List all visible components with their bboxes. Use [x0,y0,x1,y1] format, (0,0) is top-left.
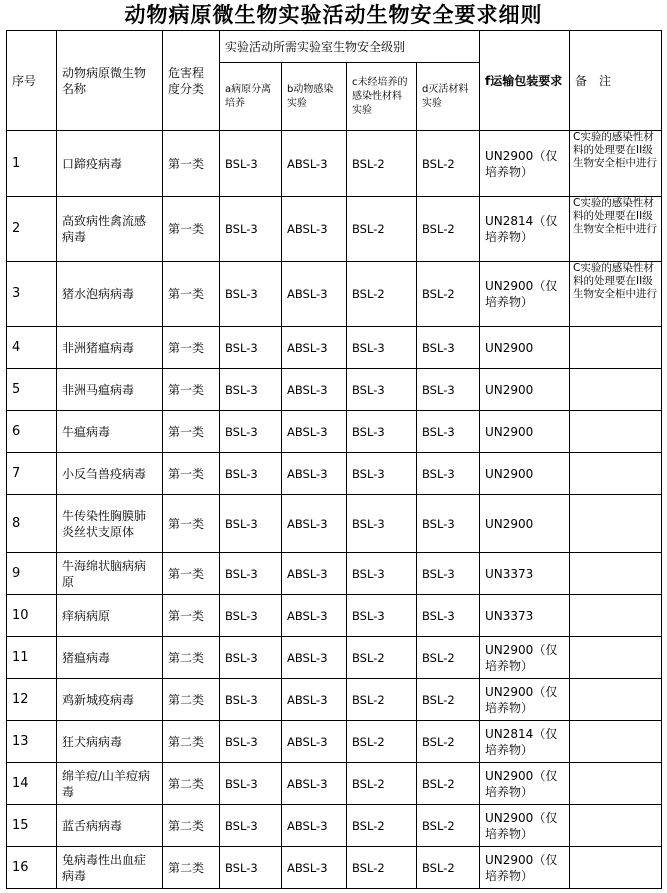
cell-transport: UN2900（仅培养物） [480,763,570,805]
cell-hazard: 第二类 [163,637,220,679]
cell-name: 绵羊痘/山羊痘病毒 [57,763,163,805]
table-row [7,763,662,805]
header-note: 备 注 [570,31,662,131]
cell-level-c: BSL-3 [347,595,417,637]
cell-level-c: BSL-3 [347,411,417,453]
cell-level-c: BSL-2 [347,262,417,327]
cell-level-c: BSL-2 [347,847,417,889]
cell-level-b: ABSL-3 [282,553,347,595]
cell-name: 非洲猪瘟病毒 [57,327,163,369]
table-row [7,721,662,763]
cell-level-d: BSL-2 [417,679,480,721]
cell-level-d: BSL-3 [417,369,480,411]
cell-transport: UN2900 [480,369,570,411]
cell-name: 口蹄疫病毒 [57,131,163,197]
cell-transport: UN3373 [480,553,570,595]
cell-name: 牛传染性胸膜肺炎丝状支原体 [57,495,163,553]
cell-level-d: BSL-2 [417,847,480,889]
cell-level-b: ABSL-3 [282,453,347,495]
cell-hazard: 第一类 [163,197,220,262]
cell-no: 9 [7,553,57,595]
cell-name: 鸡新城疫病毒 [57,679,163,721]
cell-no: 10 [7,595,57,637]
cell-hazard: 第一类 [163,369,220,411]
cell-level-b: ABSL-3 [282,327,347,369]
cell-level-d: BSL-2 [417,131,480,197]
cell-level-a: BSL-3 [220,553,282,595]
table-row [7,495,662,553]
cell-transport: UN2900（仅培养物） [480,805,570,847]
cell-transport: UN2814（仅培养物） [480,197,570,262]
cell-transport: UN2814（仅培养物） [480,721,570,763]
header-hazard: 危害程度分类 [163,31,220,131]
cell-no: 4 [7,327,57,369]
cell-level-d: BSL-3 [417,453,480,495]
cell-hazard: 第一类 [163,131,220,197]
cell-transport: UN2900 [480,411,570,453]
cell-name: 高致病性禽流感病毒 [57,197,163,262]
cell-level-b: ABSL-3 [282,131,347,197]
cell-level-a: BSL-3 [220,327,282,369]
table-row [7,637,662,679]
cell-level-b: ABSL-3 [282,847,347,889]
cell-no: 6 [7,411,57,453]
cell-hazard: 第一类 [163,327,220,369]
cell-transport: UN2900（仅培养物） [480,637,570,679]
cell-level-c: BSL-2 [347,679,417,721]
cell-level-b: ABSL-3 [282,805,347,847]
cell-name: 痒病病原 [57,595,163,637]
cell-level-c: BSL-3 [347,553,417,595]
cell-level-d: BSL-2 [417,721,480,763]
cell-name: 猪瘟病毒 [57,637,163,679]
cell-level-a: BSL-3 [220,453,282,495]
header-no: 序号 [7,31,57,131]
biosafety-table [6,30,662,889]
cell-note [570,595,662,637]
cell-level-d: BSL-2 [417,763,480,805]
header-name: 动物病原微生物名称 [57,31,163,131]
cell-level-a: BSL-3 [220,595,282,637]
table-body [7,131,662,889]
cell-level-d: BSL-2 [417,805,480,847]
table-row [7,805,662,847]
cell-hazard: 第二类 [163,805,220,847]
cell-note [570,763,662,805]
cell-level-b: ABSL-3 [282,369,347,411]
table-row [7,197,662,262]
table-row [7,411,662,453]
cell-no: 5 [7,369,57,411]
cell-hazard: 第一类 [163,262,220,327]
cell-level-a: BSL-3 [220,369,282,411]
cell-level-d: BSL-3 [417,553,480,595]
cell-transport: UN2900 [480,453,570,495]
cell-name: 非洲马瘟病毒 [57,369,163,411]
cell-name: 狂犬病病毒 [57,721,163,763]
cell-level-b: ABSL-3 [282,763,347,805]
cell-no: 14 [7,763,57,805]
cell-hazard: 第二类 [163,721,220,763]
cell-level-d: BSL-2 [417,262,480,327]
cell-hazard: 第一类 [163,595,220,637]
header-c: c未经培养的感染性材料实验 [347,63,417,131]
header-a: a病原分离培养 [220,63,282,131]
table-row [7,262,662,327]
cell-level-c: BSL-3 [347,327,417,369]
cell-note: C实验的感染性材料的处理要在II级生物安全柜中进行 [570,131,662,197]
cell-name: 小反刍兽疫病毒 [57,453,163,495]
cell-level-a: BSL-3 [220,679,282,721]
cell-no: 13 [7,721,57,763]
cell-level-a: BSL-3 [220,637,282,679]
table-row [7,369,662,411]
cell-no: 7 [7,453,57,495]
cell-level-a: BSL-3 [220,721,282,763]
cell-hazard: 第一类 [163,453,220,495]
cell-level-c: BSL-2 [347,637,417,679]
cell-note: C实验的感染性材料的处理要在II级生物安全柜中进行 [570,197,662,262]
cell-level-a: BSL-3 [220,763,282,805]
cell-level-b: ABSL-3 [282,595,347,637]
cell-name: 牛海绵状脑病病原 [57,553,163,595]
cell-note [570,805,662,847]
cell-no: 3 [7,262,57,327]
cell-level-c: BSL-3 [347,369,417,411]
cell-transport: UN2900（仅培养物） [480,262,570,327]
cell-no: 11 [7,637,57,679]
cell-level-b: ABSL-3 [282,721,347,763]
cell-hazard: 第二类 [163,847,220,889]
cell-no: 15 [7,805,57,847]
cell-name: 兔病毒性出血症病毒 [57,847,163,889]
cell-note [570,847,662,889]
cell-note [570,369,662,411]
cell-level-c: BSL-3 [347,453,417,495]
cell-name: 猪水泡病病毒 [57,262,163,327]
header-b: b动物感染实验 [282,63,347,131]
cell-level-c: BSL-2 [347,131,417,197]
cell-note [570,679,662,721]
cell-transport: UN2900（仅培养物） [480,679,570,721]
cell-transport: UN3373 [480,595,570,637]
cell-level-c: BSL-2 [347,197,417,262]
cell-level-d: BSL-3 [417,495,480,553]
header-transport: f运输包装要求 [480,31,570,131]
cell-level-d: BSL-3 [417,411,480,453]
cell-level-a: BSL-3 [220,805,282,847]
cell-note: C实验的感染性材料的处理要在II级生物安全柜中进行 [570,262,662,327]
table-row [7,595,662,637]
cell-level-d: BSL-3 [417,327,480,369]
cell-hazard: 第一类 [163,553,220,595]
cell-no: 2 [7,197,57,262]
cell-transport: UN2900 [480,495,570,553]
cell-level-d: BSL-3 [417,595,480,637]
cell-note [570,637,662,679]
cell-note [570,553,662,595]
cell-name: 牛瘟病毒 [57,411,163,453]
table-row [7,131,662,197]
cell-no: 16 [7,847,57,889]
cell-level-a: BSL-3 [220,262,282,327]
cell-note [570,411,662,453]
cell-no: 1 [7,131,57,197]
cell-note [570,327,662,369]
cell-level-c: BSL-2 [347,805,417,847]
cell-note [570,495,662,553]
cell-name: 蓝舌病病毒 [57,805,163,847]
table-row [7,327,662,369]
cell-hazard: 第二类 [163,679,220,721]
cell-level-b: ABSL-3 [282,495,347,553]
cell-level-c: BSL-3 [347,495,417,553]
cell-level-b: ABSL-3 [282,197,347,262]
cell-hazard: 第一类 [163,411,220,453]
cell-transport: UN2900（仅培养物） [480,847,570,889]
cell-hazard: 第一类 [163,495,220,553]
cell-hazard: 第二类 [163,763,220,805]
cell-note [570,721,662,763]
table-row [7,453,662,495]
cell-level-b: ABSL-3 [282,262,347,327]
table-row [7,847,662,889]
cell-level-d: BSL-2 [417,637,480,679]
cell-transport: UN2900（仅培养物） [480,131,570,197]
cell-level-a: BSL-3 [220,495,282,553]
table-row [7,679,662,721]
cell-transport: UN2900 [480,327,570,369]
cell-level-b: ABSL-3 [282,679,347,721]
cell-level-c: BSL-2 [347,721,417,763]
cell-no: 12 [7,679,57,721]
table-row [7,553,662,595]
cell-level-a: BSL-3 [220,411,282,453]
cell-level-a: BSL-3 [220,847,282,889]
cell-note [570,453,662,495]
header-lab-level-group: 实验活动所需实验室生物安全级别 [220,31,480,63]
cell-level-a: BSL-3 [220,197,282,262]
cell-level-d: BSL-2 [417,197,480,262]
document-title: 动物病原微生物实验活动生物安全要求细则 [124,2,543,27]
cell-no: 8 [7,495,57,553]
cell-level-c: BSL-2 [347,763,417,805]
cell-level-b: ABSL-3 [282,637,347,679]
cell-level-b: ABSL-3 [282,411,347,453]
header-d: d灭活材料实验 [417,63,480,131]
cell-level-a: BSL-3 [220,131,282,197]
